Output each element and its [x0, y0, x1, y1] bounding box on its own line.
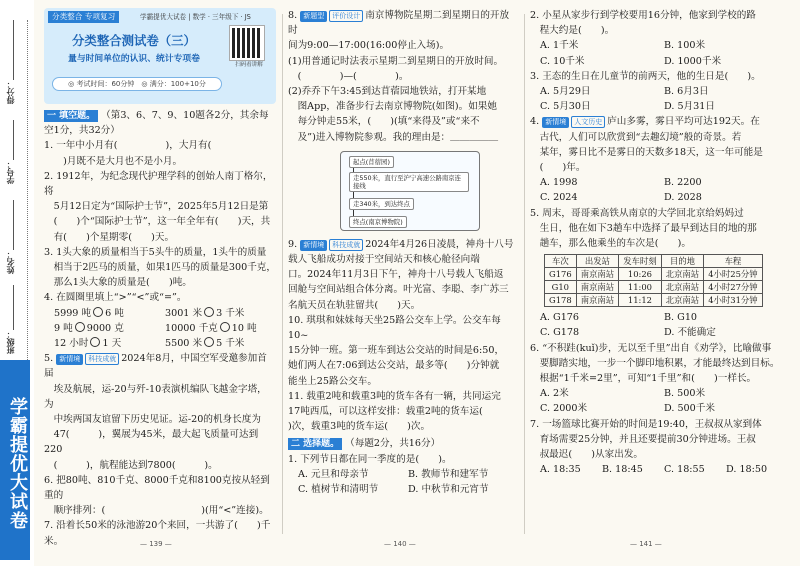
- compare-right: 1 天: [102, 338, 122, 350]
- column-2: [288, 8, 518, 497]
- question-text: ( )个“国际护士节”，这一年全年有( )天，共: [44, 216, 271, 228]
- section-note: （第3、6、7、9、10题各2分，其余每空1分，共32分）: [44, 110, 269, 137]
- question-text: 5月12日定为“国际护士节”，2025年5月12日是第: [44, 201, 269, 213]
- choice-question-3: [530, 69, 788, 115]
- column-1: [44, 8, 276, 549]
- option-a[interactable]: A. 1998: [540, 177, 578, 189]
- compare-left: 5999 吨: [54, 307, 92, 319]
- question-6: [44, 473, 276, 519]
- question-text: 图App，准备步行去南京博物院(如图)。如果她: [288, 101, 497, 113]
- question-text: 中埃两国友谊留下历史见证。运-20的机身长度为: [44, 414, 261, 426]
- table-cell: 4小时31分钟: [704, 294, 763, 307]
- question-text: 名航天员在轨驻留共( )天。: [288, 299, 421, 311]
- compare-left: 5500 米: [165, 338, 203, 350]
- option-d[interactable]: D. 1000千米: [664, 55, 722, 67]
- choice-question-4: 4. 新情境 人文历史 庐山多雾，雾日平均可达192天。在 古代，人们可以欣赏到“去趣幻境”般的奇景。若 某年，雾日比不是雾日的天数多18天，这一年可能是 ( )年。 A. 1998 B. 2200 C. 2024 D. 2028: [530, 114, 788, 205]
- option-b[interactable]: B. 18:45: [602, 464, 643, 476]
- option-b[interactable]: B. 500米: [664, 388, 706, 400]
- option-a[interactable]: A. 18:35: [540, 464, 581, 476]
- question-text: 趟车，那么他乘坐的车次是( )。: [530, 238, 691, 250]
- option-b[interactable]: B. 教师节和建军节: [408, 468, 489, 480]
- student-id-line: [13, 120, 14, 160]
- table-cell: 11:00: [619, 281, 662, 294]
- route-map: [340, 151, 480, 231]
- table-cell: 南京南站: [576, 268, 619, 281]
- page-number: — 141 —: [630, 540, 662, 548]
- question-text: 某年，雾日比不是雾日的天数多18天，这一年可能是: [530, 146, 763, 158]
- brand-logo: 学霸提优大试卷: [0, 360, 30, 560]
- question-text: 古代，人们可以欣赏到“去趣幻境”般的奇景。若: [530, 131, 742, 143]
- option-a[interactable]: A. 2米: [540, 388, 569, 400]
- table-cell: 4小时27分钟: [704, 281, 763, 294]
- train-schedule-table: [544, 254, 763, 307]
- question-text: 庐山多雾，雾日平均可达192天。在: [607, 116, 760, 128]
- option-d[interactable]: D. 2028: [664, 192, 702, 204]
- question-text: 6. “不积跬(kuǐ)步，无以至千里”出自《劝学》，比喻做事: [530, 342, 772, 354]
- category-badge: 分类整合 专项复习: [48, 11, 119, 23]
- column-divider: [524, 14, 525, 534]
- page-number: — 140 —: [384, 540, 416, 548]
- question-text: 10. 琪琪和妹妹每天坐25路公交车上学。公交车每10~: [288, 314, 501, 342]
- option-c[interactable]: C. 2024: [540, 192, 578, 204]
- class-line: [13, 285, 14, 330]
- question-text: 6. 把80吨、810千克、8000千克和8100克按从轻到重的: [44, 474, 270, 502]
- option-b[interactable]: B. G10: [664, 312, 698, 324]
- option-c[interactable]: C. 植树节和清明节: [298, 484, 379, 496]
- table-cell: 南京南站: [576, 294, 619, 307]
- table-header-row: [545, 255, 763, 268]
- route-end: 终点(南京博物院): [349, 216, 407, 228]
- test-title: 分类整合测试卷（三）: [72, 33, 196, 48]
- new-context-tag: 新情境: [300, 240, 327, 251]
- question-text: 每分钟走55米，( )(填“来得及”或“来不: [288, 116, 480, 128]
- question-text: 生日，他在如下3趟车中选择了最早到达目的地的那: [530, 222, 757, 234]
- question-3: [44, 245, 276, 291]
- option-a[interactable]: A. 1千米: [540, 40, 579, 52]
- table-cell: 南京南站: [576, 281, 619, 294]
- option-c[interactable]: C. G178: [540, 327, 580, 339]
- question-text: 根据“1千米=2里”，可知“1千里”和( )一样长。: [530, 373, 757, 385]
- table-cell: 北京南站: [661, 294, 704, 307]
- question-text: 4. 在圆圈里填上“>”“<”或“=”。: [44, 292, 187, 304]
- column-3: [530, 8, 788, 477]
- compare-right: 6 吨: [105, 307, 124, 319]
- compare-left: 12 小时: [54, 338, 89, 350]
- question-4: [44, 290, 276, 351]
- column-header: 目的地: [661, 255, 704, 268]
- choice-question-7: [530, 417, 788, 478]
- route-step: 走340米，到达终点: [349, 198, 414, 210]
- compare-circle[interactable]: [220, 322, 230, 332]
- question-text: 2. 小星从家步行到学校要用16分钟，他家到学校的路: [530, 10, 756, 21]
- binding-spine: [0, 0, 34, 566]
- option-a[interactable]: A. 元旦和母亲节: [298, 468, 369, 480]
- question-text: 3. 1头大象的质量相当于5头牛的质量，1头牛的质量: [44, 246, 267, 258]
- question-text: 2024年4月26日凌晨，神舟十八号: [365, 238, 514, 250]
- topic-tag: 科技成就: [85, 353, 119, 365]
- column-header: 车次: [545, 255, 577, 268]
- compare-left: 3001 米: [165, 307, 203, 319]
- compare-circle[interactable]: [90, 337, 100, 347]
- option-c[interactable]: C. 2000米: [540, 403, 588, 415]
- table-cell: 4小时25分钟: [704, 268, 763, 281]
- name-line: [13, 200, 14, 250]
- option-c[interactable]: C. 18:55: [664, 464, 705, 476]
- compare-circle[interactable]: [93, 307, 103, 317]
- option-b[interactable]: B. 2200: [664, 177, 702, 189]
- compare-circle[interactable]: [204, 337, 214, 347]
- compare-right: 5 千米: [216, 338, 245, 350]
- class-label: 班级：: [6, 330, 15, 354]
- column-header: 发车时刻: [619, 255, 662, 268]
- new-type-tag: 新题型: [300, 11, 327, 22]
- column-header: 车程: [704, 255, 763, 268]
- compare-right: 9000 克: [86, 322, 124, 334]
- question-text: 间为9:00—17:00(16:00停止入场)。: [288, 40, 450, 52]
- question-text: 47( )，翼展为45米，最大起飞质量可达到220: [44, 429, 259, 456]
- question-text: 1. 下列节日都在同一季度的是( )。: [288, 453, 452, 465]
- question-text: 程大约是( )。: [530, 25, 615, 37]
- question-text: )次，载重3吨的货车运( )次。: [288, 421, 431, 433]
- topic-tag: 人文历史: [571, 116, 605, 128]
- table-row: [545, 294, 763, 307]
- compare-circle[interactable]: [204, 307, 214, 317]
- question-7: 7. 沿着长50米的泳池游20个来回，一共游了( )千米。: [44, 520, 271, 547]
- table-cell: G176: [545, 268, 577, 281]
- table-cell: G10: [545, 281, 577, 294]
- option-a[interactable]: A. G176: [540, 312, 580, 324]
- question-text: 相当于2匹马的质量，如果1匹马的质量是300千克，: [44, 262, 276, 274]
- test-header: [44, 8, 276, 104]
- section-title: 二 选择题。: [288, 438, 342, 450]
- option-d[interactable]: D. 500千米: [664, 403, 715, 415]
- question-text: 7. 一场篮球比赛开始的时间是19:40，王叔叔从家到体: [530, 418, 762, 430]
- question-text: 15分钟一班。第一班车到达公交站的时间是6:50，: [288, 345, 505, 357]
- question-text: 2024年8月，中国空军受邀参加首届: [44, 353, 267, 380]
- section-title: 一 填空题。: [44, 110, 98, 122]
- option-a[interactable]: A. 5月29日: [540, 86, 591, 98]
- option-b[interactable]: B. 6月3日: [664, 86, 709, 98]
- question-9: 9. 新情境 科技成就 2024年4月26日凌晨，神舟十八号 载人飞船成功对接于空间站天和核心舱径向端 口。2024年11月3日下午，神舟十八号载人飞船返 回舱与空间站组合体分离。叶光富、李聪、李广苏三 名航天员在轨驻留共( )天。: [288, 237, 518, 313]
- page-number: — 139 —: [140, 540, 172, 548]
- compare-right: 10 吨: [231, 322, 257, 334]
- question-text: 埃及航展，运-20与歼-10表演机编队飞越金字塔，为: [44, 383, 267, 410]
- section-choice: [288, 436, 518, 451]
- question-text: (1)用普通记时法表示星期二到星期日的开放时间。: [288, 55, 504, 67]
- question-2: [44, 169, 276, 245]
- question-text: 2. 1912年，为纪念现代护理学科的创始人南丁格尔，将: [44, 170, 273, 198]
- choice-question-2: [530, 8, 788, 69]
- question-10: [288, 313, 518, 389]
- series-info: 学霸提优大试卷 | 数学 · 三年级下 · JS: [140, 13, 251, 21]
- question-text: 顺序排列：( )(用“<”连接)。: [44, 505, 269, 517]
- route-step: 走550米，直行至沪宁高速公路南京连接线: [349, 172, 469, 192]
- question-text: 能坐上25路公交车。: [288, 375, 377, 387]
- new-context-tag: 新情境: [542, 117, 569, 128]
- option-d[interactable]: D. 中秋节和元宵节: [408, 484, 489, 496]
- question-text: 载人飞船成功对接于空间站天和核心舱径向端: [288, 254, 480, 266]
- option-d[interactable]: D. 18:50: [726, 464, 768, 476]
- question-text: 回舱与空间站组合体分离。叶光富、李聪、李广苏三: [288, 284, 509, 296]
- table-cell: G178: [545, 294, 577, 307]
- option-c[interactable]: C. 5月30日: [540, 101, 591, 113]
- exam-meta: ◎ 考试时间：60分钟 ◎ 满分：100+10分: [52, 77, 222, 91]
- compare-circle[interactable]: [75, 322, 85, 332]
- topic-tag: 科技成就: [329, 239, 363, 251]
- name-label: 姓名：: [6, 250, 15, 274]
- question-1: [44, 138, 276, 168]
- score-label: 得分：: [6, 80, 15, 104]
- section-note: （每题2分，共16分）: [345, 438, 441, 450]
- question-text: 要脚踏实地，一步一个脚印地积累，才能最终达到目标。: [530, 357, 780, 369]
- choice-question-1: [288, 452, 518, 498]
- question-text: 及”)进入博物院参观。我的理由是：＿＿＿＿＿: [288, 131, 499, 143]
- question-8: 8. 新题型 评价设计 南京博物院星期二到星期日的开放时 间为9:00—17:00(16:00停止入场)。 (1)用普通记时法表示星期二到星期日的开放时间。 ( )—( )。 (2)乔乔下午3:45到达苜蓿园地铁站，打开某地 图App，准备步行去南京博物院(如图)。如果她 每分钟走55米，( )(填“来得及”或“来不 及”)进入博物院参观。我的理由是：＿＿＿＿＿ 起点(苜蓿园) 走550米，直行至沪宁高速公路南京连接线 走340米，到达终点 终点(南京博物院): [288, 8, 518, 231]
- section-fill-in: [44, 108, 276, 138]
- table-cell: 北京南站: [661, 268, 704, 281]
- question-text: 5. 周末，哥哥乘高铁从南京的大学回北京给妈妈过: [530, 207, 744, 219]
- question-text: 17吨西瓜，可以这样安排：载重2吨的货车运(: [288, 406, 502, 418]
- question-text: 口。2024年11月3日下午，神舟十八号载人飞船返: [288, 269, 504, 281]
- topic-tag: 评价设计: [329, 10, 363, 22]
- table-cell: 北京南站: [661, 281, 704, 294]
- question-text: 她们两人在7:06到达公交站，最多等( )分钟就: [288, 360, 500, 372]
- question-text: ( )—( )。: [288, 70, 409, 82]
- question-5: 5. 新情境 科技成就 2024年8月，中国空军受邀参加首届 埃及航展，运-20与歼-10表演机编队飞越金字塔，为 中埃两国友谊留下历史见证。运-20的机身长度为 47( )，翼展为45米，最大起飞质量可达到220 ( )，航程能达到7800( )。: [44, 351, 276, 473]
- table-row: [545, 268, 763, 281]
- new-context-tag: 新情境: [56, 354, 83, 365]
- question-text: 南京博物院星期二到星期日的开放时: [288, 10, 510, 37]
- score-line: [13, 20, 14, 80]
- choice-question-5: [530, 206, 788, 341]
- option-c[interactable]: C. 10千米: [540, 55, 585, 67]
- choice-question-6: [530, 341, 788, 417]
- question-text: 叔最迟( )从家出发。: [530, 449, 644, 461]
- column-header: 出发站: [576, 255, 619, 268]
- compare-left: 9 吨: [54, 322, 73, 334]
- table-cell: 10:26: [619, 268, 662, 281]
- option-d[interactable]: D. 5月31日: [664, 101, 715, 113]
- question-text: 1. 一年中小月有( )，大月有(: [44, 140, 260, 152]
- question-11: [288, 389, 518, 435]
- question-text: )月既不是大月也不是小月。: [44, 155, 183, 167]
- question-text: 11. 载重2吨和载重3吨的货车各有一辆，共同运完: [288, 390, 501, 402]
- qr-code-icon[interactable]: [230, 26, 264, 60]
- table-cell: 11:12: [619, 294, 662, 307]
- route-start: 起点(苜蓿园): [349, 156, 394, 168]
- question-text: ( )年。: [530, 162, 586, 174]
- question-text: (2)乔乔下午3:45到达苜蓿园地铁站，打开某地: [288, 86, 487, 98]
- option-d[interactable]: D. 不能确定: [664, 327, 716, 339]
- student-id-label: 学号：: [6, 160, 15, 184]
- question-text: 那么1头大象的质量是( )吨。: [44, 277, 192, 289]
- qr-caption: 扫码看讲解: [235, 62, 263, 68]
- compare-right: 3 千米: [216, 307, 245, 319]
- test-subtitle: 量与时间单位的认识、统计专项卷: [68, 54, 200, 64]
- question-text: 育场需要25分钟，并且还要提前30分钟进场。王叔: [530, 433, 756, 445]
- question-text: 3. 王态的生日在儿童节的前两天，他的生日是( )。: [530, 70, 761, 82]
- question-text: ( )，航程能达到7800( )。: [44, 459, 218, 471]
- question-text: 有( )个星期零( )天。: [44, 231, 175, 243]
- column-divider: [282, 14, 283, 534]
- table-row: [545, 281, 763, 294]
- option-b[interactable]: B. 100米: [664, 40, 706, 52]
- compare-left: 10000 千克: [165, 322, 218, 334]
